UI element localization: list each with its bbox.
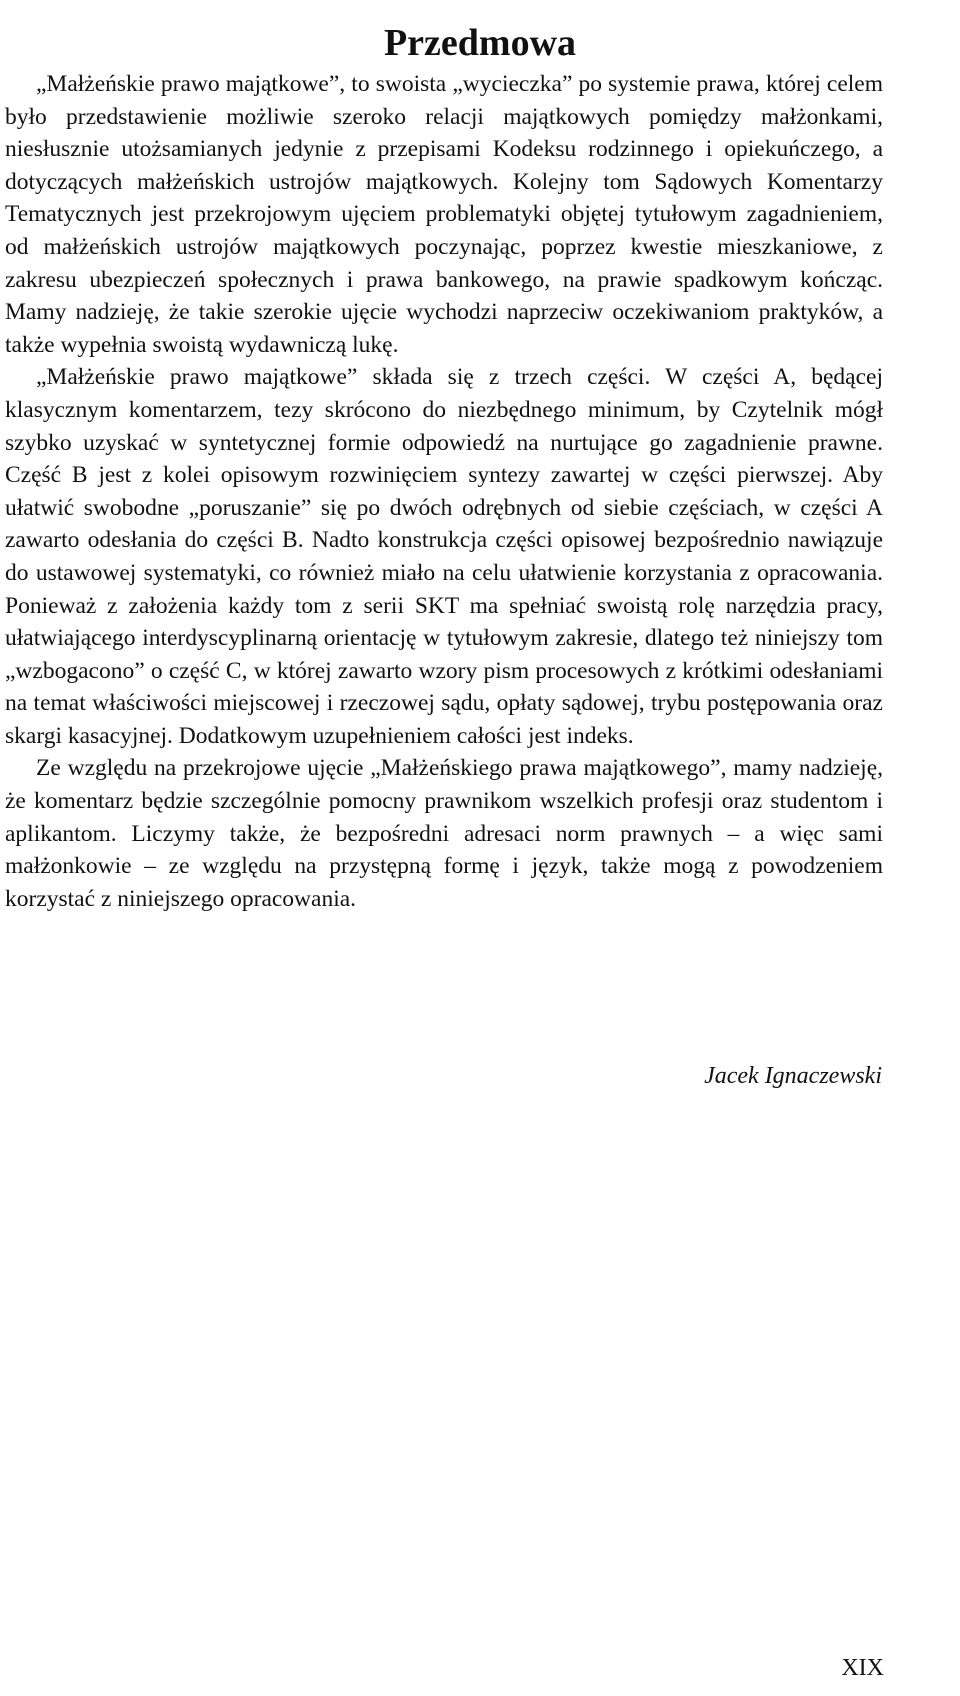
author-signature: Jacek Ignaczewski <box>704 1063 882 1089</box>
paragraph-1: „Małżeńskie prawo majątkowe”, to swoista „wycieczka” po systemie prawa, której celem było przedstawienie możliwie szeroko relacji majątkowych pomiędzy małżonkami, niesłusznie utożsamianych jedynie z przepisami Kodeksu rodzinnego i opiekuńczego, a dotyczących małżeńskich ustrojów majątkowych. Kolejny tom Sądowych Komentarzy Tematycznych jest przekrojowym ujęciem problematyki objętej tytułowym zagadnieniem, od małżeńskich ustrojów majątkowych poczynając, poprzez kwestie mieszkaniowe, z zakresu ubezpieczeń społecznych i prawa bankowego, na prawie spadkowym kończąc. Mamy nadzieję, że takie szerokie ujęcie wychodzi naprzeciw oczekiwaniom praktyków, a także wypełnia swoistą wydawniczą lukę. <box>5 71 883 358</box>
page-title: Przedmowa <box>383 22 577 65</box>
page-number: XIX <box>841 1655 884 1681</box>
preface-body <box>5 68 883 915</box>
paragraph-3: Ze względu na przekrojowe ujęcie „Małżeńskiego prawa majątkowego”, mamy nadzieję, że komentarz będzie szczególnie pomocny prawnikom wszelkich profesji oraz studentom i aplikantom. Liczymy także, że bezpośredni adresaci norm prawnych – a więc sami małżonkowie – ze względu na przystępną formę i język, także mogą z powodzeniem korzystać z niniejszego opracowania. <box>5 755 883 912</box>
paragraph-2: „Małżeńskie prawo majątkowe” składa się z trzech części. W części A, będącej klasycznym komentarzem, tezy skrócono do niezbędnego minimum, by Czytelnik mógł szybko uzyskać w syntetycznej formie odpowiedź na nurtujące go zagadnienie prawne. Część B jest z kolei opisowym rozwinięciem syntezy zawartej w części pierwszej. Aby ułatwić swobodne „poruszanie” się po dwóch odrębnych od siebie częściach, w części A zawarto odesłania do części B. Nadto konstrukcja części opisowej bezpośrednio nawiązuje do ustawowej systematyki, co również miało na celu ułatwienie korzystania z opracowania. Ponieważ z założenia każdy tom z serii SKT ma spełniać swoistą rolę narzędzia pracy, ułatwiającego interdyscyplinarną orientację w tytułowym zakresie, dlatego też niniejszy tom „wzbogacono” o część C, w której zawarto wzory pism procesowych z krótkimi odesłaniami na temat właściwości miejscowej i rzeczowej sądu, opłaty sądowej, trybu postępowania oraz skargi kasacyjnej. Dodatkowym uzupełnieniem całości jest indeks. <box>5 364 883 749</box>
